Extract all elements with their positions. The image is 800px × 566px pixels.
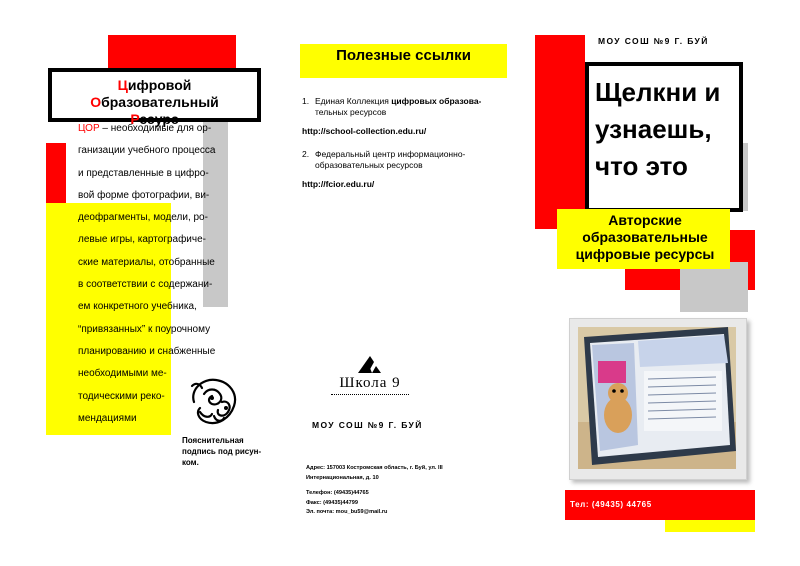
- title-word3-rest: есурс: [139, 111, 179, 127]
- headline-line: Щелкни и: [595, 77, 721, 107]
- monitor-photo: [578, 327, 736, 469]
- address-line: Интернациональная, д. 10: [306, 474, 379, 481]
- cor-title-box: [48, 68, 261, 127]
- email-line[interactable]: Эл. почта: mou_bu59@mail.ru: [306, 509, 388, 515]
- headline-line: узнаешь,: [595, 114, 712, 144]
- school-collection-link[interactable]: http://school-collection.edu.ru/: [302, 126, 427, 136]
- headline-line: что это: [595, 151, 688, 181]
- bird-doodle-icon: [184, 372, 244, 432]
- left-red-side-block: [46, 143, 66, 203]
- list-item-text: [315, 149, 465, 171]
- image-caption: [182, 435, 262, 468]
- school-logo: [325, 353, 415, 398]
- desc-line-text: – необходимые для ор-: [99, 123, 212, 134]
- address-line: Адрес: 157003 Костромская область, г. Буй, ул. III: [306, 465, 443, 471]
- list-item: [302, 96, 512, 118]
- title-letter-c: Ц: [117, 77, 128, 93]
- list-item-text: [315, 96, 481, 118]
- fax-line: Факс: (49435)44799: [306, 499, 358, 506]
- school-name-top: МОУ СОШ №9 Г. БУЙ: [598, 36, 709, 46]
- school-name-middle: МОУ СОШ №9 Г. БУЙ: [312, 420, 423, 430]
- subtitle: [560, 212, 730, 263]
- list-item-number: 1.: [302, 96, 310, 106]
- link-text-part: Федеральный центр информационно-: [315, 149, 466, 159]
- fcior-link[interactable]: http://fcior.edu.ru/: [302, 179, 375, 189]
- desc-line: ем конкретного учебника,: [78, 301, 197, 313]
- phone-line: Телефон: (49435)44765: [306, 490, 369, 496]
- link-text-part: образовательных ресурсов: [315, 160, 423, 170]
- caption-line: подпись под рисун-: [182, 447, 262, 456]
- title-letter-r: Р: [130, 111, 140, 127]
- cor-title-line1: [52, 77, 257, 111]
- desc-line: тодическими реко-: [78, 390, 165, 402]
- contact-info: [306, 464, 516, 518]
- subtitle-line: образовательные: [582, 229, 708, 245]
- link-text-part: Единая Коллекция: [315, 96, 392, 106]
- headline: [595, 74, 735, 185]
- desc-line: левые игры, картографиче-: [78, 234, 206, 246]
- right-gray-mid-block: [680, 262, 748, 312]
- photo-frame: [569, 318, 747, 480]
- logo-underline: [331, 394, 409, 395]
- desc-line: необходимыми ме-: [78, 368, 167, 380]
- right-red-top-block: [535, 35, 585, 229]
- title-word2-rest: бразовательный: [101, 94, 219, 110]
- desc-line: мендациями: [78, 412, 137, 424]
- subtitle-line: Авторские: [608, 212, 682, 228]
- desc-line: в соответствии с содержани-: [78, 279, 213, 291]
- desc-line: ские материалы, отобранные: [78, 256, 215, 268]
- link-text-part: тельных ресурсов: [315, 107, 387, 117]
- desc-line: ганизации учебного процесса: [78, 145, 216, 157]
- school-logo-text: Школа 9: [339, 375, 401, 391]
- right-yellow-bottom-block: [665, 520, 755, 532]
- telephone: Тел: (49435) 44765: [570, 500, 652, 509]
- desc-line: “привязанных” к поурочному: [78, 323, 211, 335]
- caption-line: ком.: [182, 458, 199, 467]
- link-text-bold: цифровых образова-: [391, 96, 482, 106]
- useful-links-header: Полезные ссылки: [300, 44, 507, 78]
- headline-box: [585, 62, 743, 212]
- desc-lead: ЦОР: [78, 123, 100, 134]
- links-list: [302, 96, 512, 202]
- desc-line: планированию и снабженные: [78, 345, 216, 357]
- desc-line: [78, 118, 228, 140]
- title-word1-rest: ифровой: [127, 77, 192, 93]
- desc-line: и представленные в цифро-: [78, 167, 209, 179]
- list-item: [302, 149, 512, 171]
- subtitle-line: цифровые ресурсы: [575, 246, 715, 262]
- desc-line: вой форме фотографии, ви-: [78, 189, 210, 201]
- pyramid-logo-icon: [325, 353, 415, 375]
- caption-line: Пояснительная: [182, 436, 244, 445]
- list-item-number: 2.: [302, 149, 310, 159]
- desc-line: деофрагменты, модели, ро-: [78, 212, 208, 224]
- title-letter-o: О: [90, 94, 102, 110]
